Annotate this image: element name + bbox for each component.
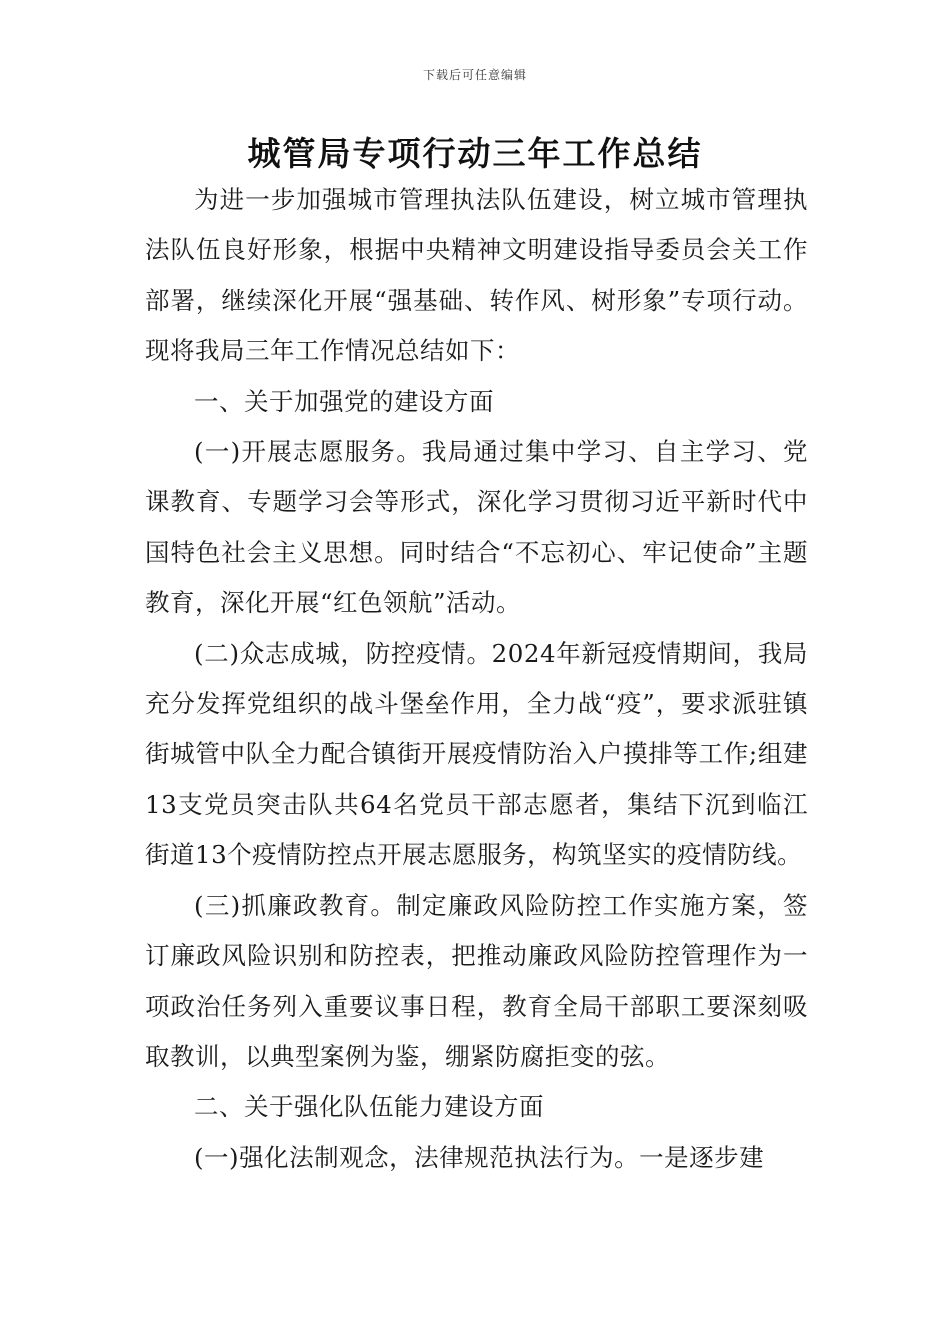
document-body [145,175,808,1183]
header-note: 下载后可任意编辑 [422,68,527,82]
section-heading-party-building: 一、关于加强党的建设方面 [194,386,494,416]
intro-paragraph: 为进一步加强城市管理执法队伍建设，树立城市管理执法队伍良好形象，根据中央精神文明建设指导委员会关工作部署，继续深化开展“强基础、转作风、树形象”专项行动。现将我局三年工作情况总结如下： [145,185,808,366]
paragraph-volunteer-service: (一)开展志愿服务。我局通过集中学习、自主学习、党课教育、专题学习会等形式，深化学习贯彻习近平新时代中国特色社会主义思想。同时结合“不忘初心、牢记使命”主题教育，深化开展“红色领航”活动。 [145,437,808,618]
section-heading-team-capability: 二、关于强化队伍能力建设方面 [194,1092,544,1122]
paragraph-epidemic-control: (二)众志成城，防控疫情。2024年新冠疫情期间，我局充分发挥党组织的战斗堡垒作用，全力战“疫”，要求派驻镇街城管中队全力配合镇街开展疫情防治入户摸排等工作;组建13支党员突击队共64名党员干部志愿者，集结下沉到临江街道13个疫情防控点开展志愿服务，构筑坚实的疫情防线。 [145,638,808,870]
document-title: 城管局专项行动三年工作总结 [247,134,703,173]
paragraph-integrity-education: (三)抓廉政教育。制定廉政风险防控工作实施方案，签订廉政风险识别和防控表，把推动廉政风险防控管理作为一项政治任务列入重要议事日程，教育全局干部职工要深刻吸取教训，以典型案例为鉴，绷紧防腐拒变的弦。 [145,890,808,1071]
paragraph-legal-awareness: (一)强化法制观念，法律规范执法行为。一是逐步建 [194,1142,765,1172]
